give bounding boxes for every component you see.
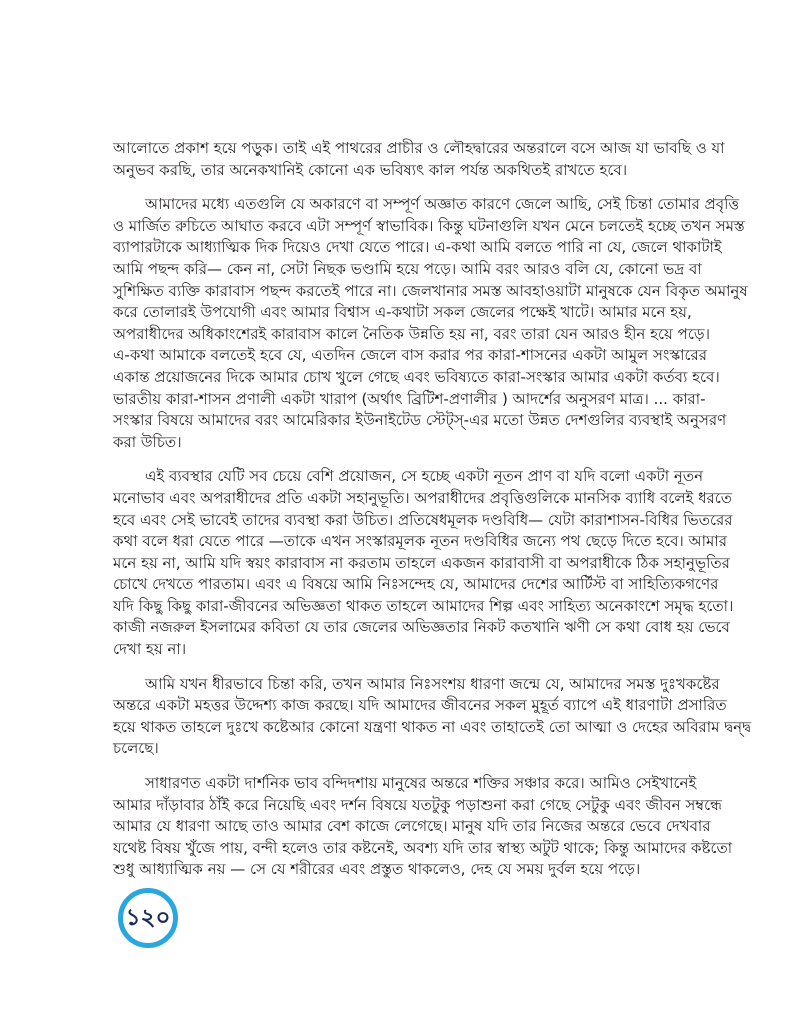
- paragraph: [113, 466, 734, 660]
- text-line: করা উচিত।: [113, 432, 182, 451]
- paragraph: [113, 194, 748, 453]
- text-line: ও মার্জিত রুচিতে আঘাত করবে এটা সম্পূর্ণ স্বাভাবিক। কিন্তু ঘটনাগুলি যখন মেনে চলতেই হচ্ছে তখন সমস্ত: [113, 216, 745, 235]
- text-line: আলোতে প্রকাশ হয়ে পড়ুক। তাই এই পাথরের প্রাচীর ও লৌহদ্বারের অন্তরালে বসে আজ যা ভাবছি ও যা: [113, 139, 725, 157]
- text-line: এ-কথা আমাকে বলতেই হবে যে, এতদিন জেলে বাস করার পর কারা-শাসনের একটা আমুল সংস্কারের: [113, 346, 708, 365]
- text-line: করে তোলারই উপযোগী এবং আমার বিশ্বাস এ-কথাটা সকল জেলের পক্ষেই খাটে। আমার মনে হয়,: [113, 303, 692, 322]
- text-line: আমার যে ধারণা আছে তাও আমার বেশ কাজে লেগেছে। মানুষ যদি তার নিজের অন্তরে ভেবে দেখবার: [113, 817, 711, 836]
- text-line: মনোভাব এবং অপরাধীদের প্রতি একটা সহানুভূতি। অপরাধীদের প্রবৃত্তিগুলিকে মানসিক ব্যাধি বলেই ধরতে: [113, 488, 733, 507]
- text-line: অপরাধীদের অধিকাংশেরই কারাবাস কালে নৈতিক উন্নতি হয় না, বরং তারা যেন আরও হীন হয়ে পড়ে।: [113, 324, 710, 343]
- text-line: চলেছে।: [113, 739, 159, 758]
- text-line: যথেষ্ট বিষয় খুঁজে পায়, বন্দী হলেও তার কষ্টনেই, অবশ্য যদি তার স্বাস্থ্য অটুট থাকে; কিন্তু আমাদের কষ্টতো: [113, 838, 733, 857]
- text-line: সাধারণত একটা দার্শনিক ভাব বন্দিদশায় মানুষের অন্তরে শক্তির সঞ্চার করে। আমিও সেইখানেই: [145, 774, 697, 793]
- text-line: দেখা হয় না।: [113, 640, 187, 659]
- paragraph: [113, 674, 752, 760]
- text-line: যদি কিছু কিছু কারা-জীবনের অভিজ্ঞতা থাকত তাহলে আমাদের শিল্প এবং সাহিত্য অনেকাংশে সমৃদ্ধ হতো।: [113, 596, 734, 615]
- text-line: ব্যাপারটাকে আধ্যাত্মিক দিক দিয়েও দেখা যেতে পারে। এ-কথা আমি বলতে পারি না যে, জেলে থাকাটাই: [113, 238, 722, 257]
- text-line: কাজী নজরুল ইসলামের কবিতা যে তার জেলের অভিজ্ঞতার নিকট কতখানি ঋণী সে কথা বোধ হয় ভেবে: [113, 618, 730, 637]
- text-line: হবে এবং সেই ভাবেই তাদের ব্যবস্থা করা উচিত। প্রতিষেধমূলক দণ্ডবিধি— যেটা কারাশাসন-বিধির ভিতরের: [113, 510, 733, 529]
- text-line: হয়ে থাকত তাহলে দুঃখে কষ্টেআর কোনো যন্ত্রণা থাকত না এবং তাহাতেই তো আত্মা ও দেহের অবিরাম দ্বন্দ্ব: [113, 717, 752, 736]
- text-line: কথা বলে ধরা যেতে পারে —তাকে এখন সংস্কারমূলক নূতন দণ্ডবিধির জন্যে পথ ছেড়ে দিতে হবে। আমার: [113, 532, 727, 551]
- paragraph: [113, 773, 733, 881]
- text-line: আমার দাঁড়াবার ঠাঁই করে নিয়েছি এবং দর্শন বিষয়ে যতটুকু পড়াশুনা করা গেছে সেটুকু এবং জীবন সম্বন্ধে: [113, 795, 723, 814]
- page-number-badge: [118, 888, 178, 948]
- text-line: আমাদের মধ্যে এতগুলি যে অকারণে বা সম্পূর্ণ অজ্ঞাত কারণে জেলে আছি, সেই চিন্তা তোমার প্রবৃত্তি: [145, 195, 740, 214]
- text-line: আমি পছন্দ করি— কেন না, সেটা নিছক ভণ্ডামি হয়ে পড়ে। আমি বরং আরও বলি যে, কোনো ভদ্র বা: [113, 259, 702, 278]
- text-line: শুধু আধ্যাত্মিক নয় — সে যে শরীরের এবং প্রস্তুত থাকলেও, দেহ যে সময় দুর্বল হয়ে পড়ে।: [113, 860, 641, 879]
- page-number: ১২০: [125, 904, 171, 931]
- text-line: এই ব্যবস্থার যেটি সব চেয়ে বেশি প্রয়োজন, সে হচ্ছে একটা নূতন প্রাণ বা যদি বলো একটা নূতন: [145, 467, 704, 486]
- paragraph: [113, 138, 725, 181]
- text-line: মনে হয় না, আমি যদি স্বয়ং কারাবাস না করতাম তাহলে একজন কারাবাসী বা অপরাধীকে ঠিক সহানুভূতির: [113, 553, 730, 572]
- text-line: অনুভব করছি, তার অনেকখানিই কোনো এক ভবিষ্যৎ কাল পর্যন্ত অকথিতই রাখতে হবে।: [113, 160, 628, 179]
- text-line: অন্তরে একটা মহত্তর উদ্দেশ্য কাজ করছে। যদি আমাদের জীবনের সকল মুহূর্ত ব্যাপে এই ধারণাটা প্রসারিত: [113, 696, 727, 715]
- text-line: সংস্কার বিষয়ে আমাদের বরং আমেরিকার ইউনাইটেড স্টেট্স্-এর মতো উন্নত দেশগুলির ব্যবস্থাই অনুসরণ: [113, 411, 727, 430]
- text-line: একান্ত প্রয়োজনের দিকে আমার চোখ খুলে গেছে এবং ভবিষ্যতে কারা-সংস্কার আমার একটা কর্তব্য হবে।: [113, 367, 720, 386]
- text-line: চোখে দেখতে পারতাম। এবং এ বিষয়ে আমি নিঃসন্দেহ যে, আমাদের দেশের আর্টিস্ট বা সাহিত্যিকগণের: [113, 575, 719, 594]
- text-line: ভারতীয় কারা-শাসন প্রণালী একটা খারাপ (অর্থাৎ ব্রিটিশ-প্রণালীর ) আদর্শের অনুসরণ মাত্র। ... কারা-: [113, 389, 706, 408]
- body-text: [113, 138, 752, 881]
- text-line: আমি যখন ধীরভাবে চিন্তা করি, তখন আমার নিঃসংশয় ধারণা জন্মে যে, আমাদের সমস্ত দুঃখকষ্টের: [145, 674, 720, 693]
- text-line: সুশিক্ষিত ব্যক্তি কারাবাস পছন্দ করতেই পারে না। জেলখানার সমস্ত আবহাওয়াটা মানুষকে যেন বিকৃত অমানুষ: [113, 281, 748, 300]
